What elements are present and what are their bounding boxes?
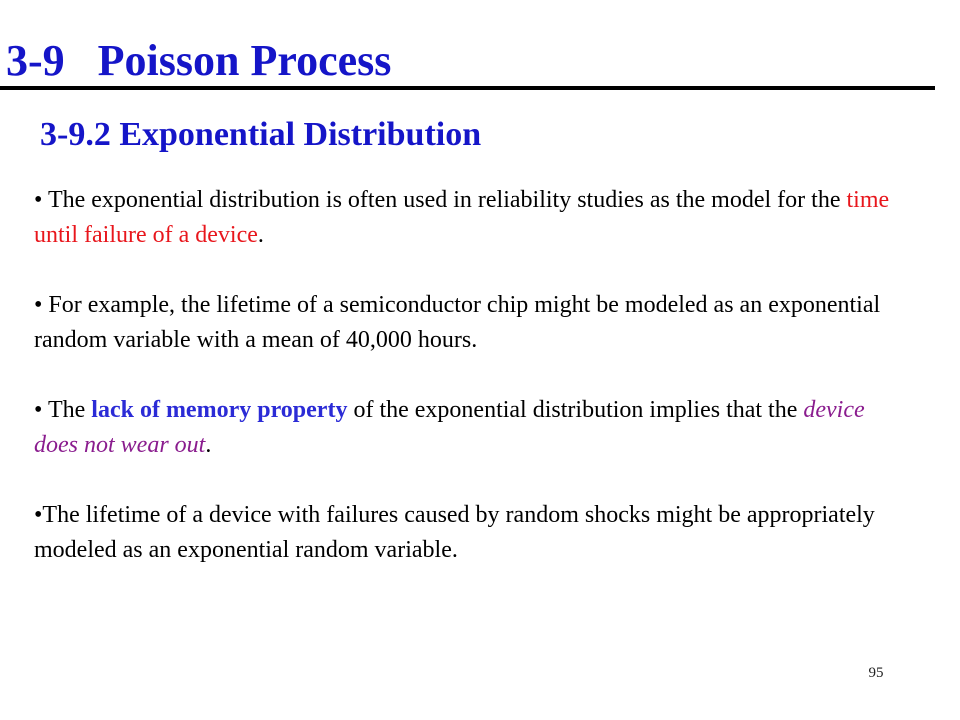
- bullet-marker: •: [34, 292, 49, 318]
- bullet-text-middle: of the exponential distribution implies that the: [347, 397, 804, 423]
- bullet-item-random-shocks: [34, 498, 914, 568]
- bullet-item-memoryless: [34, 393, 914, 463]
- section-subtitle: 3-9.2 Exponential Distribution: [40, 116, 482, 153]
- slide-title: 3-9 Poisson Process: [6, 36, 392, 85]
- highlight-does-not-wear-out: device does not wear out: [34, 397, 865, 458]
- bullet-text: The lifetime of a device with failures caused by random shocks might be appropriately modeled as an exponential random variable.: [34, 502, 875, 563]
- bullet-text: For example, the lifetime of a semiconductor chip might be modeled as an exponential random variable with a mean of 40,000 hours.: [34, 292, 881, 353]
- bullet-list: [34, 183, 914, 568]
- bullet-text: The: [47, 397, 92, 423]
- bullet-text: The exponential distribution is often used in reliability studies as the model for the: [47, 187, 847, 213]
- bullet-marker: •: [34, 502, 43, 528]
- title-divider: [0, 86, 935, 90]
- page-number: 95: [868, 665, 884, 681]
- bullet-item-example: [34, 288, 914, 358]
- bullet-marker: •: [34, 187, 48, 213]
- bullet-item-reliability: [34, 183, 914, 253]
- bullet-text-end: .: [257, 222, 264, 248]
- bullet-text-end: .: [205, 432, 212, 458]
- highlight-lack-of-memory: lack of memory property: [91, 397, 348, 423]
- bullet-marker: •: [34, 397, 48, 423]
- highlight-time-until-failure: time until failure of a device: [34, 187, 890, 248]
